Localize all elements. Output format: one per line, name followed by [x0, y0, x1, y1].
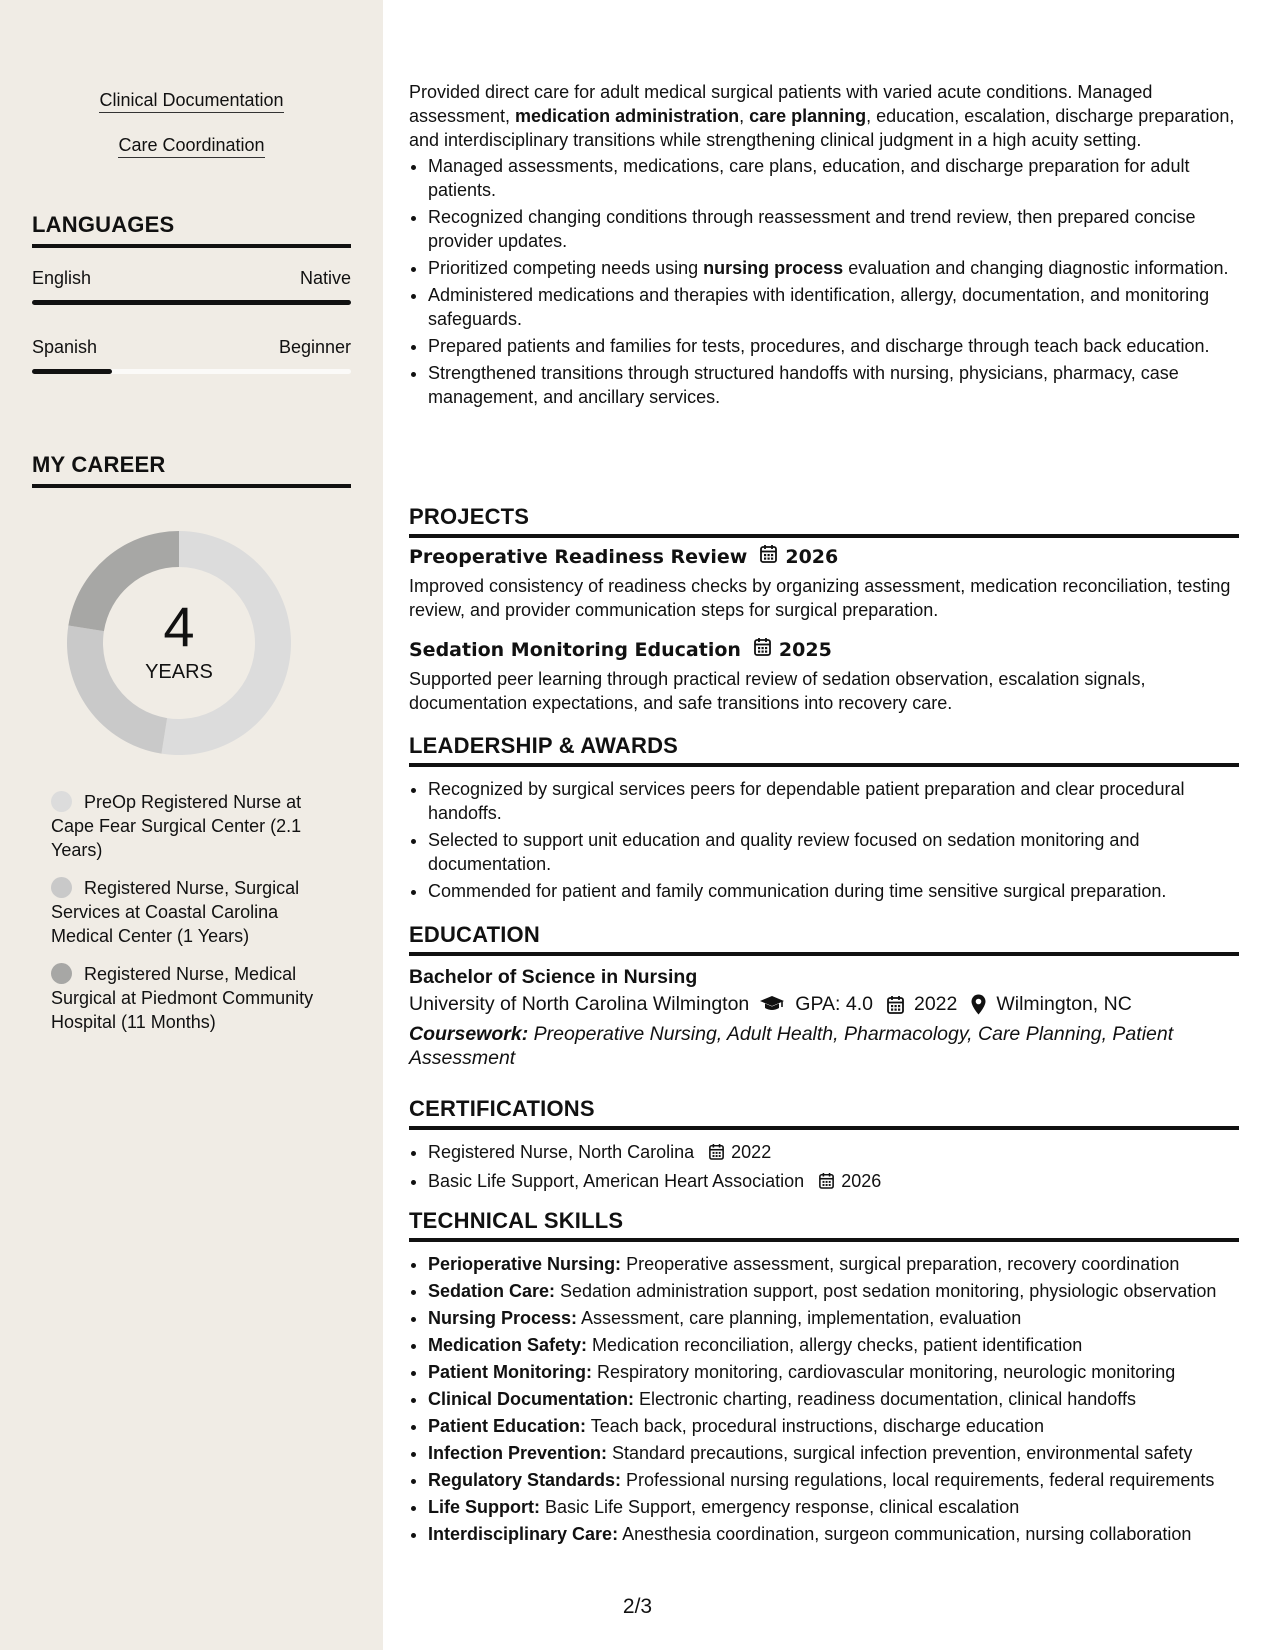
project-item — [409, 544, 1239, 622]
language-name: Spanish — [32, 337, 98, 357]
project-name: Sedation Monitoring Education — [409, 639, 741, 661]
calendar-icon — [754, 637, 771, 663]
skill-details: Respiratory monitoring, cardiovascular monitoring, neurologic monitoring — [591, 1362, 1176, 1382]
leadership-section — [409, 733, 1239, 906]
skill-category: Patient Education: — [428, 1416, 587, 1436]
technical-skill-item — [428, 1252, 1239, 1276]
technical-skills-heading: TECHNICAL SKILLS — [409, 1208, 1239, 1242]
text-run: Prepared patients and families for tests, procedures, and discharge through teach back education. — [428, 336, 1210, 356]
project-title-row — [409, 544, 1239, 570]
project-description: Supported peer learning through practical review of sedation observation, escalation signals, documentation expectations, and safe transitions into recovery care. — [409, 669, 1146, 713]
project-item — [409, 637, 1239, 715]
career-item: Registered Nurse, Surgical Services at Coastal Carolina Medical Center (1 Years) — [51, 878, 300, 946]
certification-item: • Registered Nurse, North Carolina 2022 — [428, 1140, 1239, 1166]
emphasized-text: medication administration — [515, 106, 740, 126]
skill-category: Patient Monitoring: — [428, 1362, 592, 1382]
certifications-section — [409, 1096, 1239, 1198]
technical-skills-list — [409, 1252, 1239, 1546]
experience-summary — [409, 80, 1239, 152]
education-gpa: GPA: 4.0 — [795, 993, 873, 1015]
education-section — [409, 922, 1239, 1070]
text-run: Strengthened transitions through structured handoffs with nursing, physicians, pharmacy, case management, and ancillary services. — [428, 363, 1179, 407]
text-run: evaluation and changing diagnostic information. — [843, 258, 1229, 278]
language-level: Native — [299, 268, 351, 288]
text-run: Recognized changing conditions through reassessment and trend review, then prepared concise provider updates. — [428, 207, 1196, 251]
experience-bullet — [428, 283, 1239, 331]
experience-bullet — [428, 334, 1239, 358]
location-pin-icon — [971, 994, 986, 1015]
skill-category: Clinical Documentation: — [428, 1389, 635, 1409]
education-coursework — [409, 1022, 1239, 1070]
projects-section — [409, 504, 1239, 538]
language-name: English — [32, 268, 92, 288]
language-proficiency-bar — [32, 369, 351, 374]
leadership-item: • Selected to support unit education and quality review focused on sedation monitoring and documentation. — [428, 828, 1239, 876]
project-year: 2026 — [785, 546, 839, 568]
technical-skill-item — [428, 1495, 1239, 1519]
certifications-heading: CERTIFICATIONS — [409, 1096, 1239, 1130]
career-heading: MY CAREER — [32, 452, 351, 488]
skill-details: Assessment, care planning, implementation, evaluation — [577, 1308, 1022, 1328]
language-level: Beginner — [278, 337, 351, 357]
calendar-icon — [760, 544, 777, 570]
skill-category: Perioperative Nursing: — [428, 1254, 622, 1274]
career-item: Registered Nurse, Medical Surgical at Piedmont Community Hospital (11 Months) — [51, 964, 314, 1032]
language-proficiency-bar — [32, 300, 351, 305]
technical-skill-item — [428, 1306, 1239, 1330]
text-run: Prioritized competing needs using — [428, 258, 704, 278]
skill-details: Preoperative assessment, surgical preparation, recovery coordination — [621, 1254, 1180, 1274]
text-run: , — [739, 106, 750, 126]
languages-heading: LANGUAGES — [32, 212, 351, 248]
career-donut-chart — [67, 531, 291, 755]
experience-bullet — [428, 361, 1239, 409]
leadership-item: • Recognized by surgical services peers for dependable patient preparation and clear procedural handoffs. — [428, 777, 1239, 825]
language-proficiency-fill — [32, 369, 112, 374]
skill-details: Standard precautions, surgical infection prevention, environmental safety — [607, 1443, 1193, 1463]
emphasized-text: nursing process — [703, 258, 844, 278]
certification-year: 2022 — [731, 1142, 772, 1162]
career-legend-dot — [51, 963, 72, 984]
technical-skill-item — [428, 1333, 1239, 1357]
page-number: 2/3 — [622, 1595, 653, 1618]
technical-skill-item — [428, 1360, 1239, 1384]
calendar-icon — [709, 1142, 724, 1166]
text-run: Managed assessments, medications, care plans, education, and discharge preparation for adult patients. — [428, 156, 1190, 200]
career-years-unit: YEARS — [145, 660, 213, 683]
career-legend-dot — [51, 791, 72, 812]
sidebar-skill-tag: Care Coordination — [0, 134, 383, 156]
coursework-list: Preoperative Nursing, Adult Health, Pharmacology, Care Planning, Patient Assessment — [409, 1023, 1174, 1069]
leadership-list — [409, 777, 1239, 903]
skill-details: Anesthesia coordination, surgeon communication, nursing collaboration — [618, 1524, 1192, 1544]
education-school: University of North Carolina Wilmington — [409, 993, 750, 1015]
graduation-cap-icon — [759, 995, 785, 1013]
sidebar — [0, 0, 383, 1650]
project-title-row — [409, 637, 1239, 663]
skill-category: Medication Safety: — [428, 1335, 588, 1355]
skill-category: Nursing Process: — [428, 1308, 578, 1328]
technical-skill-item — [428, 1279, 1239, 1303]
leadership-heading: LEADERSHIP & AWARDS — [409, 733, 1239, 767]
certifications-list — [409, 1140, 1239, 1195]
education-location: Wilmington, NC — [996, 993, 1132, 1015]
skill-details: Basic Life Support, emergency response, clinical escalation — [539, 1497, 1020, 1517]
career-legend-dot — [51, 877, 72, 898]
career-donut-center — [67, 531, 291, 755]
experience-bullets — [409, 154, 1239, 409]
calendar-icon — [819, 1171, 834, 1195]
skill-category: Regulatory Standards: — [428, 1470, 622, 1490]
skill-category: Sedation Care: — [428, 1281, 556, 1301]
text-run: Provided direct care for adult medical surgical patients with varied acute conditions. Managed assessment, — [409, 82, 1153, 126]
language-row — [32, 268, 351, 290]
text-run: , education, escalation, discharge preparation, and interdisciplinary transitions while strengthening clinical judgment in a high acuity setting. — [409, 106, 1235, 150]
projects-heading: PROJECTS — [409, 504, 1239, 538]
technical-skills-section — [409, 1208, 1239, 1549]
skill-details: Sedation administration support, post sedation monitoring, physiologic observation — [555, 1281, 1217, 1301]
language-proficiency-fill — [32, 300, 351, 305]
leadership-item: • Commended for patient and family communication during time sensitive surgical preparation. — [428, 879, 1239, 903]
skill-category: Infection Prevention: — [428, 1443, 608, 1463]
technical-skill-item — [428, 1387, 1239, 1411]
technical-skill-item — [428, 1522, 1239, 1546]
experience-bullet — [428, 205, 1239, 253]
calendar-icon — [887, 995, 904, 1014]
career-list — [51, 790, 341, 1048]
career-years-value: 4 — [163, 594, 195, 658]
coursework-label: Coursework: — [409, 1023, 529, 1045]
skill-category: Interdisciplinary Care: — [428, 1524, 619, 1544]
certification-year: 2026 — [841, 1171, 882, 1191]
career-item: PreOp Registered Nurse at Cape Fear Surgical Center (2.1 Years) — [51, 792, 302, 860]
experience-bullet — [428, 154, 1239, 202]
skill-category: Life Support: — [428, 1497, 540, 1517]
text-run: Administered medications and therapies with identification, allergy, documentation, and monitoring safeguards. — [428, 285, 1210, 329]
technical-skill-item — [428, 1441, 1239, 1465]
emphasized-text: care planning — [749, 106, 867, 126]
certification-item: • Basic Life Support, American Heart Association 2026 — [428, 1169, 1239, 1195]
language-row — [32, 337, 351, 359]
technical-skill-item — [428, 1468, 1239, 1492]
education-details-row — [409, 990, 1239, 1018]
project-year: 2025 — [778, 639, 832, 661]
project-description: Improved consistency of readiness checks by organizing assessment, medication reconciliation, testing review, and provider communication steps for surgical preparation. — [409, 576, 1231, 620]
education-degree: Bachelor of Science in Nursing — [409, 966, 698, 988]
project-name: Preoperative Readiness Review — [409, 546, 748, 568]
education-year: 2022 — [913, 993, 958, 1015]
experience-block — [409, 80, 1239, 412]
skill-details: Electronic charting, readiness documentation, clinical handoffs — [634, 1389, 1136, 1409]
experience-bullet — [428, 256, 1239, 280]
technical-skill-item — [428, 1414, 1239, 1438]
skill-details: Professional nursing regulations, local requirements, federal requirements — [621, 1470, 1215, 1490]
skill-details: Teach back, procedural instructions, discharge education — [586, 1416, 1044, 1436]
skill-details: Medication reconciliation, allergy checks, patient identification — [587, 1335, 1083, 1355]
sidebar-skill-tag: Clinical Documentation — [0, 89, 383, 111]
education-heading: EDUCATION — [409, 922, 1239, 956]
